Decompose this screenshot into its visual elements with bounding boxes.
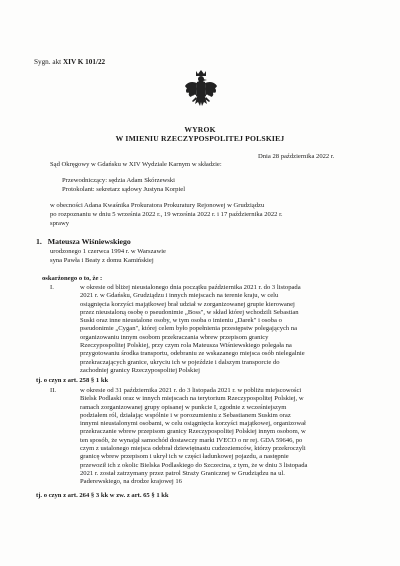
defendant-heading	[36, 237, 131, 246]
defendant-name: Mateusza Wiśniewskiego	[47, 237, 131, 246]
polish-eagle-emblem-icon	[183, 68, 219, 112]
charge-line: pseudonimie „Cygan", której celem było popełnienia przestępstw polegających na	[80, 325, 298, 333]
charge-line: innymi nieustalonymi osobami, w celu osiągnięcia korzyści majątkowej, organizował	[80, 420, 306, 428]
case-number	[34, 58, 105, 66]
charge-line: ramach zorganizowanej grupy opisanej w punkcie I, zgodnie z wcześniejszym	[80, 403, 287, 411]
charge-line: przewoził ich z okolic Bielska Podlaskiego do Szczecina, z tym, że w dniu 3 listopada	[80, 461, 308, 469]
charge-line: 2021 r. został zatrzymany przez patrol Straży Granicznej w Grudziądzu na ul.	[80, 469, 285, 477]
hearing-dates: po rozpoznaniu w dniu 5 września 2022 r., 19 września 2022 r. i 17 października 2022 r.	[50, 211, 283, 218]
charge-line: przekraczających granice, ukryciu ich w pojeździe i dalszym transporcie do	[80, 358, 280, 366]
charge-line: granicę wbrew przepisom i ukrył ich w części ładunkowej pojazdu, a następnie	[80, 453, 289, 461]
charge-line: osiągnięcia korzyści majątkowej brał udział w zorganizowanej grupie kierowanej	[80, 300, 295, 308]
charge-line: przekraczanie wbrew przepisom granicy Rzeczypospolitej Polskiej innym osobom, w	[80, 428, 306, 436]
case-number-label: Sygn. akt	[34, 58, 62, 66]
charge-line: Bielsk Podlaski oraz w innych miejscach na terytorium Rzeczypospolitej Polskiej, w	[80, 395, 304, 403]
case-number-value: XIV K 101/22	[62, 58, 106, 66]
charge-line: w okresie od bliżej nieustalonego dnia początku października 2021 r. do 3 listopada	[80, 284, 301, 291]
case-word: sprawy	[50, 220, 70, 227]
charge-line: przygotowaniu środka transportu, odebraniu ze wskazanego miejsca osób nielegalnie	[80, 350, 305, 358]
court-recorder: Protokolant: sekretarz sądowy Justyna Korpiel	[62, 186, 186, 193]
defendant-parents: syna Pawła i Beaty z domu Kamińskiej	[50, 257, 154, 264]
charge-line: w okresie od 31 października 2021 r. do 3 listopada 2021 r. w pobliżu miejscowości	[80, 387, 302, 394]
charge-2-qualification: tj. o czyn z art. 264 § 3 kk w zw. z art. 65 § 1 kk	[36, 492, 169, 499]
verdict-date: Dnia 28 października 2022 r.	[258, 153, 335, 160]
charge-line: przez nieustaloną osobę o pseudonimie „Boss", w skład której wchodzili Sebastian	[80, 308, 299, 316]
charge-line: ten sposób, że wynajął samochód dostawczy marki IVECO o nr rej. GDA 59646, po	[80, 436, 303, 444]
charge-line: Suski oraz inne nieustalone osoby, w tym osoba o imieniu „Darek" i osoba o	[80, 317, 282, 325]
verdict-subtitle: W IMIENIU RZECZYPOSPOLITEJ POLSKIEJ	[115, 134, 285, 143]
charge-1-text	[80, 284, 356, 375]
presiding-judge: Przewodniczący: sędzia Adam Skórzewski	[62, 177, 175, 184]
charge-line: czym z ustalonego miejsca odebrał dziewiętnastu cudzoziemców, którzy przekroczyli	[80, 445, 306, 453]
defendant-birth: urodzonego 1 czerwca 1994 r. w Warszawie	[50, 248, 166, 255]
charge-line: organizowaniu innym osobom przekraczania wbrew przepisom granicy	[80, 333, 269, 341]
charge-2-text	[80, 387, 356, 487]
prosecutor-line: w obecności Adana Kwaśnika Prokuratora Prokuratury Rejonowej w Grudziądzu	[50, 202, 265, 209]
charge-2-numeral: II.	[50, 387, 57, 394]
court-line: Sąd Okręgowy w Gdańsku w XIV Wydziale Karnym w składzie:	[50, 161, 222, 168]
charge-line: Paderewskiego, na drodze krajowej 16	[80, 478, 182, 486]
charge-1-numeral: I.	[50, 284, 54, 291]
accused-label: oskarżonego o to, że :	[42, 275, 103, 282]
charge-line: podziałem ról, działając wspólnie i w porozumieniu z Sebastianem Suskim oraz	[80, 411, 291, 419]
defendant-number: 1.	[36, 237, 42, 246]
charge-1-qualification: tj. o czyn z art. 258 § 1 kk	[36, 377, 109, 384]
charge-line: 2021 r. w Gdańsku, Grudziądzu i innych miejscach na terenie kraju, w celu	[80, 292, 279, 300]
verdict-title: WYROK	[184, 125, 216, 134]
charge-line: zachodniej granicy Rzeczypospolitej Polskiej	[80, 366, 200, 374]
charge-line: Rzeczypospolitej Polskiej, przy czym rola Mateusza Wiśniewskiego polegała na	[80, 342, 292, 350]
